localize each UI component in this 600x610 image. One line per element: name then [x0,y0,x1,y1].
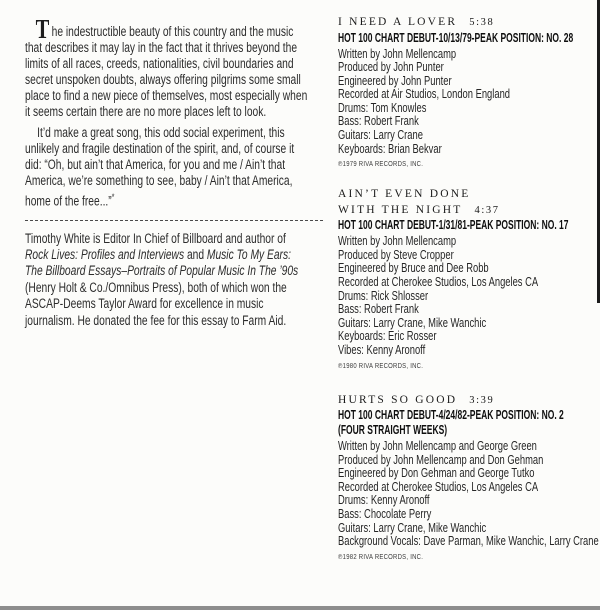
credit-line: Written by John Mellencamp [338,234,457,249]
essay-paragraph-2 [25,125,327,189]
credit-line: Engineered by Bruce and Dee Robb [338,261,489,276]
song-title: AIN’T EVEN DONE [338,188,471,201]
credit-line: Guitars: Larry Crane, Mike Wanchic [338,315,487,330]
song-entry-i-need-a-lover [338,14,596,169]
song-credits [338,235,596,357]
essay-line: secret unspoken doubts, always offering pilgrims some small [25,72,301,88]
essay-line: it seems certain there are no more places left to look. [25,104,267,120]
bio-line: journalism. He donated the fee for this essay to Farm Aid. [25,312,287,328]
credit-line: Drums: Kenny Aronoff [338,493,430,508]
credit-line: Recorded at Air Studios, London England [338,87,510,102]
copyright-line: ℗1982 RIVA RECORDS, INC. [338,553,424,561]
credit-line: Bass: Chocolate Perry [338,507,432,522]
bio-paragraph [25,231,327,329]
credit-line: Bass: Robert Frank [338,114,419,129]
essay-paragraph-1-first-line [25,14,294,44]
scan-edge-bottom [0,606,600,610]
bio-line: Timothy White is Editor In Chief of Billboard and author of [25,230,286,246]
essay-paragraph-1 [25,40,327,120]
copyright-line: ℗1979 RIVA RECORDS, INC. [338,161,424,169]
essay-text: he indestructible beauty of this country and the music [51,24,294,39]
essay-line: did: “Oh, but ain’t that America, for you and me / Ain’t that [25,156,286,172]
song-entry-hurts-so-good [338,392,599,562]
bio-book-title: Rock Lives: Profiles and Interviews [25,246,185,262]
song-duration: 3:39 [469,394,495,406]
credit-line: Keyboards: Brian Bekvar [338,141,442,156]
credit-line: Background Vocals: Dave Parman, Mike Wanchic, Larry Crane [338,534,599,549]
bio-text: and [184,246,207,262]
chart-debut-line-2: (FOUR STRAIGHT WEEKS) [338,423,448,438]
bio-book-title: Music To My Ears: [206,246,291,262]
credit-line: Vibes: Kenny Aronoff [338,343,426,357]
credit-line: Written by John Mellencamp and George Green [338,439,537,454]
bio-line: (Henry Holt & Co./Omnibus Press), both of which won the [25,279,287,295]
essay-line: America, we’re something to see, baby / Ain’t that America, [25,172,293,188]
credit-line: Recorded at Cherokee Studios, Los Angeles CA [338,275,539,290]
tracklist-column [338,14,599,562]
song-duration: 5:38 [469,17,495,28]
chart-debut-line: HOT 100 CHART DEBUT-10/13/79-PEAK POSITION: NO. 28 [338,30,574,45]
credit-line: Drums: Tom Knowles [338,100,427,115]
essay-line: that describes it may lay in the fact that it thrives beyond the [25,40,298,56]
essay-text: home of the free...” [25,193,112,209]
essay-line: unlikely and fragile destination of the spirit, and, of course it [25,140,295,156]
divider-dashed [25,220,323,222]
essay-line: place to find a new piece of themselves, most especially when [25,88,308,104]
credit-line: Produced by John Punter [338,60,444,75]
credit-line: Written by John Mellencamp [338,46,457,61]
song-title-row [338,14,596,30]
song-title: HURTS SO GOOD [338,393,458,406]
song-credits [338,48,596,157]
essay-column [25,14,327,329]
song-title-row [338,186,596,202]
credit-line: Drums: Rick Shlosser [338,288,429,303]
chart-debut-line: HOT 100 CHART DEBUT-1/31/81-PEAK POSITION: NO. 17 [338,218,569,233]
credit-line: Keyboards: Eric Rosser [338,329,437,344]
song-title: WITH THE NIGHT [338,203,463,216]
credit-line: Engineered by Don Gehman and George Tutko [338,466,535,481]
chart-debut-line: HOT 100 CHART DEBUT-4/24/82-PEAK POSITION: NO. 2 [338,408,564,423]
copyright-line: ℗1980 RIVA RECORDS, INC. [338,362,424,370]
drop-cap: T [35,14,50,44]
credit-line: Guitars: Larry Crane, Mike Wanchic [338,520,487,535]
footnote-asterisk: * [111,191,115,202]
bio-book-title: The Billboard Essays–Portraits of Popular Music In The ’90s [25,263,299,279]
bio-line [25,246,291,263]
song-title: I NEED A LOVER [338,16,458,28]
bio-line: ASCAP-Deems Taylor Award for excellence in music [25,296,264,312]
song-title-row [338,202,596,218]
credit-line: Engineered by John Punter [338,73,452,88]
essay-line: limits of all races, creeds, nationalities, civil boundaries and [25,56,294,72]
credit-line: Produced by Steve Cropper [338,247,454,262]
credit-line: Guitars: Larry Crane [338,128,423,143]
essay-paragraph-2-last-line [25,189,255,210]
song-entry-aint-even-done-with-the-night [338,186,596,370]
credit-line: Recorded at Cherokee Studios, Los Angeles CA [338,479,539,494]
credit-line: Bass: Robert Frank [338,302,419,317]
song-duration: 4:37 [474,204,500,216]
credit-line: Produced by John Mellencamp and Don Gehman [338,452,544,467]
song-title-row [338,392,596,408]
song-credits [338,439,599,549]
essay-line: It’d make a great song, this odd social experiment, this [37,124,285,140]
